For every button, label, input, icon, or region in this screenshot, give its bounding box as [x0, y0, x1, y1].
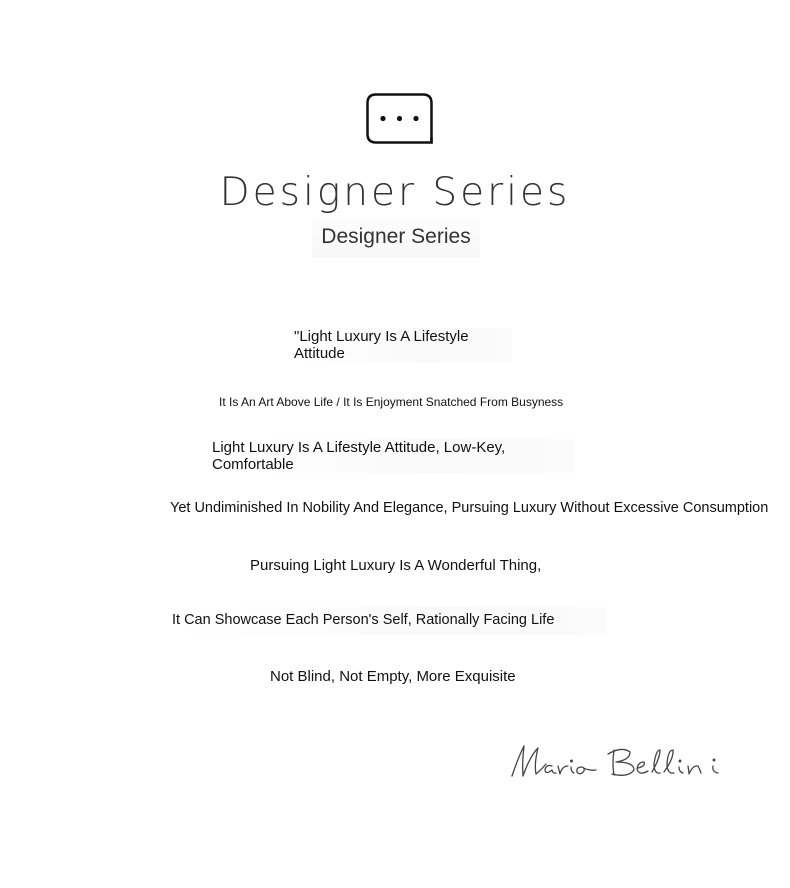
text-line-4: Yet Undiminished In Nobility And Elegance, Pursuing Luxury Without Excessive Consumption [170, 500, 769, 516]
text-line-6: It Can Showcase Each Person's Self, Rationally Facing Life [172, 607, 606, 635]
signature-image [508, 740, 758, 784]
chat-bubble-dots-icon [366, 93, 433, 144]
text-line-3: Light Luxury Is A Lifestyle Attitude, Low-Key, Comfortable [212, 439, 574, 473]
page-subtitle: Designer Series [312, 218, 480, 258]
text-line-1: "Light Luxury Is A Lifestyle Attitude [294, 328, 512, 362]
page-title: Designer Series [219, 170, 571, 215]
text-line-2: It Is An Art Above Life / It Is Enjoyment Snatched From Busyness [219, 395, 564, 409]
text-line-7: Not Blind, Not Empty, More Exquisite [270, 668, 516, 685]
text-line-5: Pursuing Light Luxury Is A Wonderful Thing, [250, 557, 542, 574]
